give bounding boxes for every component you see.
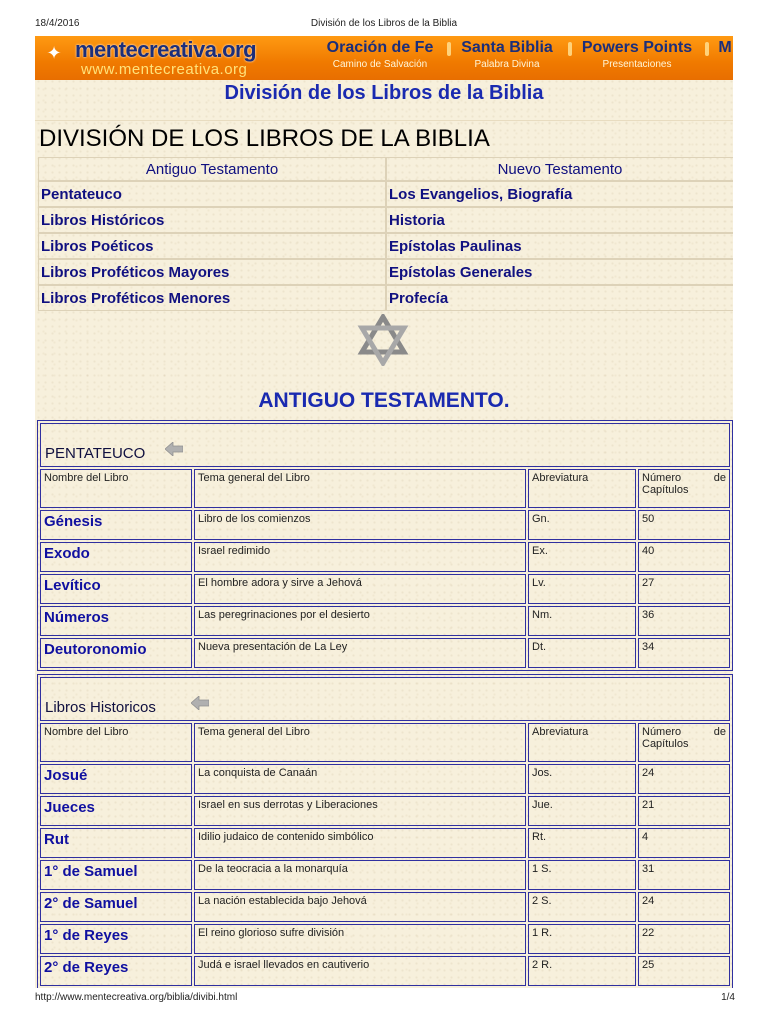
link-libros-poeticos[interactable]: Libros Poéticos (38, 233, 386, 259)
book-theme: Israel redimido (194, 542, 526, 572)
book-abbr: Gn. (528, 510, 636, 540)
table-row (40, 924, 730, 954)
book-name: 2° de Reyes (40, 956, 192, 986)
book-chapters: 25 (638, 956, 730, 986)
header-chapters (638, 723, 730, 762)
site-banner (35, 36, 733, 80)
print-header (0, 14, 768, 32)
header-chapters-b: de (713, 726, 726, 738)
link-profecia[interactable]: Profecía (386, 285, 733, 311)
pentateuco-table (37, 420, 733, 671)
nav-separator (568, 42, 572, 56)
header-chapters-a: Número (642, 726, 682, 738)
book-name: Números (40, 606, 192, 636)
col-header-old: Antiguo Testamento (38, 157, 386, 181)
book-theme: Israel en sus derrotas y Liberaciones (194, 796, 526, 826)
page-number: 1/4 (721, 992, 735, 1003)
table-caption (40, 677, 730, 721)
link-epistolas-generales[interactable]: Epístolas Generales (386, 259, 733, 285)
back-arrow-icon[interactable] (165, 442, 183, 456)
nav-powers-points[interactable] (577, 39, 697, 70)
header-chapters-c: Capítulos (642, 484, 689, 496)
table-row (40, 892, 730, 922)
book-theme: De la teocracia a la monarquía (194, 860, 526, 890)
table-row (40, 574, 730, 604)
nav-sublabel: Presentaciones (602, 59, 672, 70)
book-name: Génesis (40, 510, 192, 540)
book-chapters: 4 (638, 828, 730, 858)
table-row (40, 796, 730, 826)
table-row (40, 542, 730, 572)
book-theme: La conquista de Canaán (194, 764, 526, 794)
book-abbr: Nm. (528, 606, 636, 636)
link-historia[interactable]: Historia (386, 207, 733, 233)
section-title: ANTIGUO TESTAMENTO. (258, 389, 510, 412)
historicos-table (37, 674, 733, 988)
book-theme: Libro de los comienzos (194, 510, 526, 540)
book-name: Exodo (40, 542, 192, 572)
col-header-new: Nuevo Testamento (386, 157, 733, 181)
book-name: 2° de Samuel (40, 892, 192, 922)
book-chapters: 36 (638, 606, 730, 636)
book-chapters: 50 (638, 510, 730, 540)
book-abbr: 1 R. (528, 924, 636, 954)
table-row (40, 860, 730, 890)
header-chapters-b: de (713, 472, 726, 484)
link-profeticos-mayores[interactable]: Libros Proféticos Mayores (38, 259, 386, 285)
nav-label: M (718, 39, 732, 56)
caption-label: PENTATEUCO (45, 445, 146, 462)
table-row (40, 828, 730, 858)
print-date: 18/4/2016 (35, 18, 80, 29)
site-logo[interactable]: mentecreativa.org (75, 37, 257, 62)
page-title: División de los Libros de la Biblia (224, 82, 544, 104)
book-chapters: 21 (638, 796, 730, 826)
book-abbr: Lv. (528, 574, 636, 604)
division-table (38, 157, 733, 311)
header-chapters-a: Número (642, 472, 682, 484)
nav-separator (447, 42, 451, 56)
back-arrow-icon[interactable] (191, 696, 209, 710)
nav-oracion-de-fe[interactable] (319, 39, 441, 70)
book-name: Levítico (40, 574, 192, 604)
book-abbr: 1 S. (528, 860, 636, 890)
book-chapters: 24 (638, 892, 730, 922)
book-chapters: 27 (638, 574, 730, 604)
book-theme: Las peregrinaciones por el desierto (194, 606, 526, 636)
book-name: 1° de Samuel (40, 860, 192, 890)
print-url: http://www.mentecreativa.org/biblia/divibi.html (35, 992, 238, 1003)
nav-label: Powers Points (581, 39, 693, 56)
book-name: Rut (40, 828, 192, 858)
table-row (40, 956, 730, 986)
print-title: División de los Libros de la Biblia (310, 18, 458, 29)
nav-label: Santa Biblia (461, 39, 553, 56)
link-evangelios[interactable]: Los Evangelios, Biografía (386, 181, 733, 207)
book-theme: El hombre adora y sirve a Jehová (194, 574, 526, 604)
book-abbr: 2 S. (528, 892, 636, 922)
nav-santa-biblia[interactable] (453, 39, 561, 70)
link-pentateuco[interactable]: Pentateuco (38, 181, 386, 207)
header-theme: Tema general del Libro (194, 469, 526, 508)
table-row (40, 606, 730, 636)
nav-separator (705, 42, 709, 56)
table-row (40, 764, 730, 794)
book-chapters: 24 (638, 764, 730, 794)
book-name: Deutoronomio (40, 638, 192, 668)
book-chapters: 40 (638, 542, 730, 572)
header-abbr: Abreviatura (528, 469, 636, 508)
book-chapters: 22 (638, 924, 730, 954)
web-page (35, 36, 733, 988)
intro-heading: DIVISIÓN DE LOS LIBROS DE LA BIBLIA (39, 125, 490, 152)
header-theme: Tema general del Libro (194, 723, 526, 762)
book-abbr: 2 R. (528, 956, 636, 986)
link-libros-historicos[interactable]: Libros Históricos (38, 207, 386, 233)
logo-spark-icon: ✦ (46, 43, 62, 63)
book-name: Jueces (40, 796, 192, 826)
caption-label: Libros Historicos (45, 699, 156, 716)
book-abbr: Ex. (528, 542, 636, 572)
book-chapters: 34 (638, 638, 730, 668)
header-name: Nombre del Libro (40, 723, 192, 762)
site-logo-url[interactable]: www.mentecreativa.org (81, 61, 248, 78)
table-caption (40, 423, 730, 467)
link-profeticos-menores[interactable]: Libros Proféticos Menores (38, 285, 386, 311)
header-abbr: Abreviatura (528, 723, 636, 762)
book-theme: Nueva presentación de La Ley (194, 638, 526, 668)
table-row (40, 638, 730, 668)
book-abbr: Jue. (528, 796, 636, 826)
nav-sublabel: Camino de Salvación (332, 59, 428, 70)
nav-more[interactable] (715, 39, 733, 57)
book-abbr: Dt. (528, 638, 636, 668)
book-name: 1° de Reyes (40, 924, 192, 954)
book-abbr: Rt. (528, 828, 636, 858)
table-row (40, 510, 730, 540)
nav-label: Oración de Fe (326, 39, 434, 56)
divider (35, 120, 733, 121)
header-chapters-c: Capítulos (642, 738, 689, 750)
header-chapters (638, 469, 730, 508)
book-theme: Judá e israel llevados en cautiverio (194, 956, 526, 986)
book-theme: La nación establecida bajo Jehová (194, 892, 526, 922)
book-name: Josué (40, 764, 192, 794)
star-of-david-icon (357, 314, 409, 366)
link-epistolas-paulinas[interactable]: Epístolas Paulinas (386, 233, 733, 259)
book-chapters: 31 (638, 860, 730, 890)
nav-sublabel: Palabra Divina (474, 59, 540, 70)
header-name: Nombre del Libro (40, 469, 192, 508)
book-theme: Idilio judaico de contenido simbólico (194, 828, 526, 858)
book-abbr: Jos. (528, 764, 636, 794)
book-theme: El reino glorioso sufre división (194, 924, 526, 954)
